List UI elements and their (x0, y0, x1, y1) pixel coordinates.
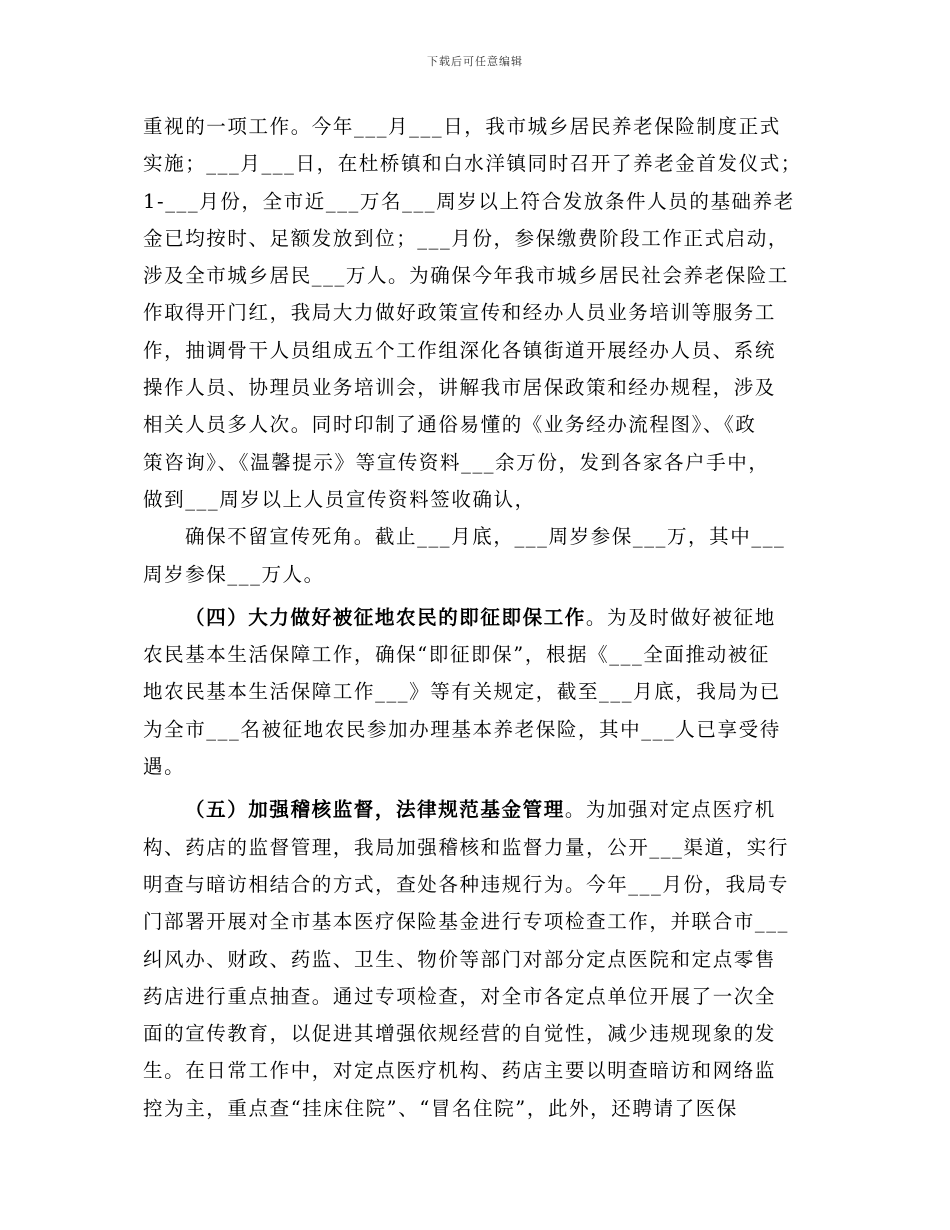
text-line: 为全市___名被征地农民参加办理基本养老保险，其中___人已享受待 (143, 717, 781, 741)
text-line: 控为主，重点查“挂床住院”、“冒名住院”，此外，还聘请了医保 (143, 1096, 738, 1120)
text-line: 实施；___月___日，在杜桥镇和白水洋镇同时召开了养老金首发仪式； (143, 152, 802, 176)
text-line: 策咨询》、《温馨提示》等宣传资料___余万份，发到各家各户手中， (143, 450, 770, 474)
text-line: 周岁参保___万人。 (143, 562, 325, 586)
text-line: 面的宣传教育，以促进其增强依规经营的自觉性，减少违规现象的发 (143, 1022, 777, 1046)
section-5-heading: （五）加强稽核监督，法律规范基金管理 (185, 798, 565, 822)
section-4-heading: （四）大力做好被征地农民的即征即保工作 (185, 605, 586, 629)
text-line: 重视的一项工作。今年___月___日，我市城乡居民养老保险制度正式 (143, 115, 781, 138)
section-heading-line (143, 599, 815, 636)
text-line: 生。在日常工作中，对定点医疗机构、药店主要以明查暗访和网络监 (143, 1059, 777, 1083)
text-line: 地农民基本生活保障工作___》等有关规定，截至___月底，我局为已 (143, 680, 781, 704)
text-line: 1-___月份，全市近___万名___周岁以上符合发放条件人员的基础养老 (143, 189, 795, 213)
section-4 (143, 599, 815, 785)
document-body (143, 108, 815, 1127)
text-line: 药店进行重点抽查。通过专项检查，对全市各定点单位开展了一次全 (143, 984, 777, 1008)
text-line: 作，抽调骨干人员组成五个工作组深化各镇街道开展经办人员、系统 (143, 338, 777, 362)
text-line: 明查与暗访相结合的方式，查处各种违规行为。今年___月份，我局专 (143, 872, 789, 896)
text-line: 门部署开展对全市基本医疗保险基金进行专项检查工作，并联合市___ (143, 910, 789, 934)
section-4-intro: 。为及时做好被征地 (585, 605, 776, 629)
text-line: 构、药店的监督管理，我局加强稽核和监督力量，公开___渠道，实行 (143, 835, 789, 859)
text-line: 涉及全市城乡居民___万人。为确保今年我市城乡居民社会养老保险工 (143, 264, 789, 288)
text-line: 做到___周岁以上人员宣传资料签收确认， (143, 487, 536, 511)
text-line: 作取得开门红，我局大力做好政策宣传和经办人员业务培训等服务工 (143, 301, 777, 325)
paragraph-1 (143, 108, 815, 518)
section-5-intro: 。为加强对定点医疗机 (564, 798, 776, 822)
text-line: 农民基本生活保障工作，确保“即征即保”，根据《___全面推动被征 (143, 643, 770, 667)
page-header: 下载后可任意编辑 (427, 55, 523, 68)
text-line: 金已均按时、足额发放到位；___月份，参保缴费阶段工作正式启动， (143, 226, 789, 250)
text-line: 遇。 (143, 755, 186, 779)
section-heading-line (143, 791, 815, 828)
text-line: 相关人员多人次。同时印制了通俗易懂的《业务经办流程图》、《政 (143, 413, 757, 437)
section-5 (143, 791, 815, 1127)
paragraph-2 (143, 518, 815, 593)
text-line: 确保不留宣传死角。截止___月底，___周岁参保___万，其中___ (185, 525, 786, 549)
text-line: 操作人员、协理员业务培训会，讲解我市居保政策和经办规程，涉及 (143, 376, 777, 400)
text-line: 纠风办、财政、药监、卫生、物价等部门对部分定点医院和定点零售 (143, 947, 777, 971)
